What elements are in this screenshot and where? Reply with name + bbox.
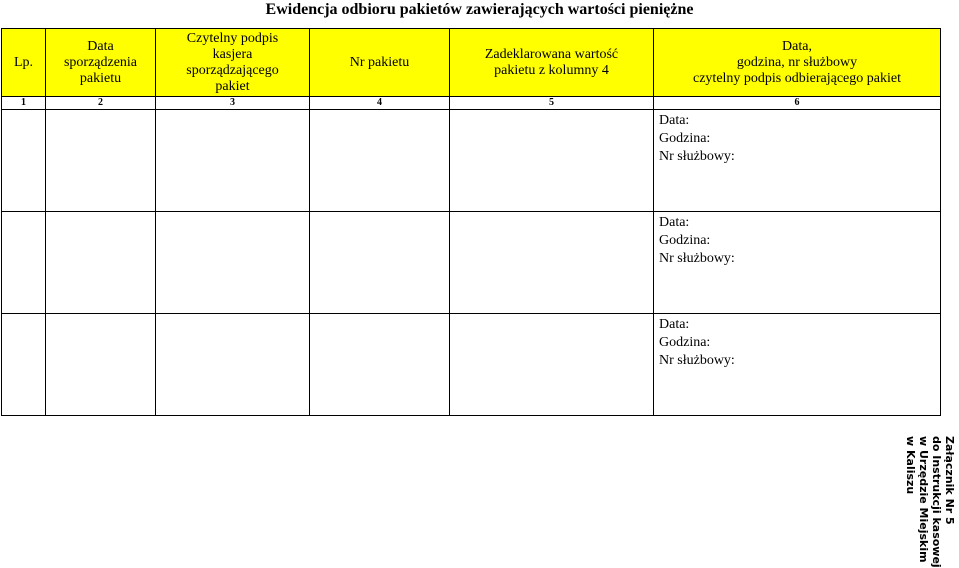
attachment-line: w Kaliszu [904,436,917,495]
column-number: 5 [450,97,654,110]
date-label: Data: [659,317,690,332]
column-number: 2 [46,97,156,110]
header-cashier-signature: Czytelny podpis kasjera sporządzającego pakiet [156,29,310,97]
cell-declared-value[interactable] [450,212,654,314]
table-row [2,110,941,212]
cell-lp[interactable] [2,110,46,212]
cell-cashier-signature[interactable] [156,314,310,416]
attachment-line: do Instrukcji kasowej [930,436,943,568]
cell-receiver[interactable] [654,110,941,212]
header-package-number: Nr pakietu [310,29,450,97]
id-label: Nr służbowy: [659,251,735,266]
cell-declared-value[interactable] [450,110,654,212]
table-row [2,314,941,416]
attachment-line: Załącznik Nr 5 [943,436,956,525]
id-label: Nr służbowy: [659,353,735,368]
id-label: Nr służbowy: [659,149,735,164]
time-label: Godzina: [659,131,711,146]
cell-date[interactable] [46,314,156,416]
cell-lp[interactable] [2,314,46,416]
column-number-row [2,97,941,110]
column-number: 4 [310,97,450,110]
date-label: Data: [659,215,690,230]
cell-declared-value[interactable] [450,314,654,416]
header-receiver: Data, godzina, nr służbowy czytelny podpis odbierającego pakiet [654,29,941,97]
document-title: Ewidencja odbioru pakietów zawierających wartości pieniężne [265,1,694,18]
cell-receiver[interactable] [654,212,941,314]
cell-receiver[interactable] [654,314,941,416]
header-lp: Lp. [2,29,46,97]
header-declared-value: Zadeklarowana wartość pakietu z kolumny 4 [450,29,654,97]
column-number: 6 [654,97,941,110]
table-row [2,212,941,314]
time-label: Godzina: [659,335,711,350]
attachment-line: w Urzędzie Miejskim [917,436,930,563]
cell-date[interactable] [46,212,156,314]
cell-cashier-signature[interactable] [156,212,310,314]
cell-package-number[interactable] [310,314,450,416]
attachment-note [884,436,956,568]
register-table [1,28,941,416]
cell-package-number[interactable] [310,212,450,314]
cell-lp[interactable] [2,212,46,314]
time-label: Godzina: [659,233,711,248]
cell-package-number[interactable] [310,110,450,212]
header-row [2,29,941,97]
column-number: 1 [2,97,46,110]
header-date: Data sporządzenia pakietu [46,29,156,97]
column-number: 3 [156,97,310,110]
cell-date[interactable] [46,110,156,212]
cell-cashier-signature[interactable] [156,110,310,212]
date-label: Data: [659,113,690,128]
